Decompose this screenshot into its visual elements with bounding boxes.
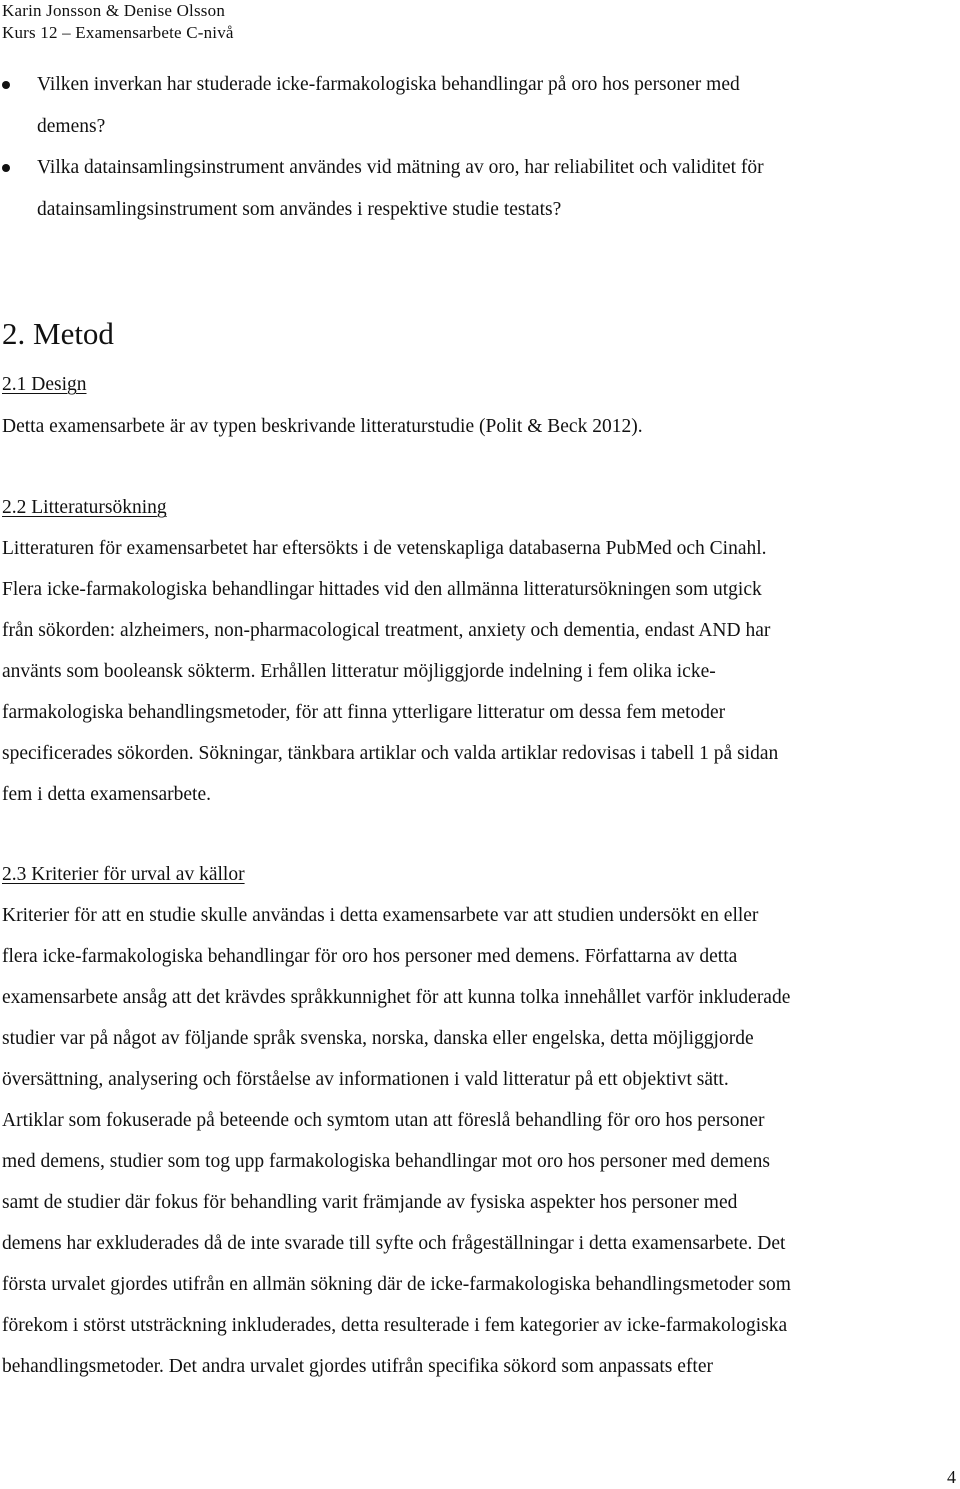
text-line: med demens, studier som tog upp farmakologiska behandlingar mot oro hos personer med demens (2, 1151, 770, 1172)
text-line: specificerades sökorden. Sökningar, tänkbara artiklar och valda artiklar redovisas i tabell 1 på sidan (2, 743, 779, 764)
text-line: behandlingsmetoder. Det andra urvalet gjordes utifrån specifika sökord som anpassats efter (2, 1356, 713, 1377)
research-questions-list (0, 64, 940, 230)
text-line: förekom i störst utsträckning inkluderades, detta resulterade i fem kategorier av icke-farmakologiska (2, 1315, 788, 1336)
page-number: 4 (947, 1467, 956, 1487)
page-header (2, 0, 234, 44)
text-line: studier var på något av följande språk svenska, norska, danska eller engelska, detta möjliggjorde (2, 1028, 754, 1049)
list-item-line: Vilken inverkan har studerade icke-farmakologiska behandlingar på oro hos personer med (37, 74, 740, 95)
text-line: fem i detta examensarbete. (2, 784, 211, 805)
text-line: Artiklar som fokuserade på beteende och symtom utan att föreslå behandling för oro hos personer (2, 1110, 765, 1131)
text-line: Flera icke-farmakologiska behandlingar hittades vid den allmänna litteratursökningen som utgick (2, 579, 762, 600)
text-line: farmakologiska behandlingsmetoder, för att finna ytterligare litteratur om dessa fem metoder (2, 702, 726, 723)
text-line: översättning, analysering och förståelse av informationen i vald litteratur på ett objektivt sätt. (2, 1069, 729, 1090)
list-item-line: Vilka datainsamlingsinstrument användes vid mätning av oro, har reliabilitet och validitet för (37, 157, 764, 178)
text-line: flera icke-farmakologiska behandlingar för oro hos personer med demens. Författarna av detta (2, 946, 738, 967)
bullet-icon (2, 164, 10, 172)
list-item-line: demens? (37, 115, 106, 137)
search-paragraph (2, 528, 778, 815)
list-item-line: datainsamlingsinstrument som användes i respektive studie testats? (37, 198, 562, 220)
criteria-paragraph (2, 895, 791, 1387)
bullet-icon (2, 81, 10, 89)
text-line: första urvalet gjordes utifrån en allmän sökning där de icke-farmakologiska behandlingsmetoder som (2, 1274, 791, 1295)
header-authors: Karin Jonsson & Denise Olsson (2, 1, 226, 20)
text-line: från sökorden: alzheimers, non-pharmacological treatment, anxiety och dementia, endast AND har (2, 620, 771, 641)
text-line: examensarbete ansåg att det krävdes språkkunnighet för att kunna tolka innehållet varför inkluderade (2, 987, 791, 1008)
design-heading: 2.1 Design (2, 374, 87, 395)
list-item (0, 64, 940, 147)
search-heading: 2.2 Litteratursökning (2, 497, 167, 518)
text-line: demens har exkluderades då de inte svarade till syfte och frågeställningar i detta examensarbete. Det (2, 1233, 786, 1254)
text-line: samt de studier där fokus för behandling varit främjande av fysiska aspekter hos personer med (2, 1192, 738, 1213)
text-line: Kriterier för att en studie skulle användas i detta examensarbete var att studien undersökt en eller (2, 905, 759, 926)
design-text: Detta examensarbete är av typen beskrivande litteraturstudie (Polit & Beck 2012). (2, 416, 643, 437)
section-title: 2. Metod (2, 316, 114, 351)
header-course: Kurs 12 – Examensarbete C-nivå (2, 23, 234, 42)
text-line: använts som booleansk sökterm. Erhållen litteratur möjliggjorde indelning i fem olika icke- (2, 661, 716, 682)
text-line: Litteraturen för examensarbetet har eftersökts i de vetenskapliga databaserna PubMed och Cinahl. (2, 538, 767, 559)
criteria-heading: 2.3 Kriterier för urval av källor (2, 864, 245, 885)
list-item (0, 147, 940, 230)
